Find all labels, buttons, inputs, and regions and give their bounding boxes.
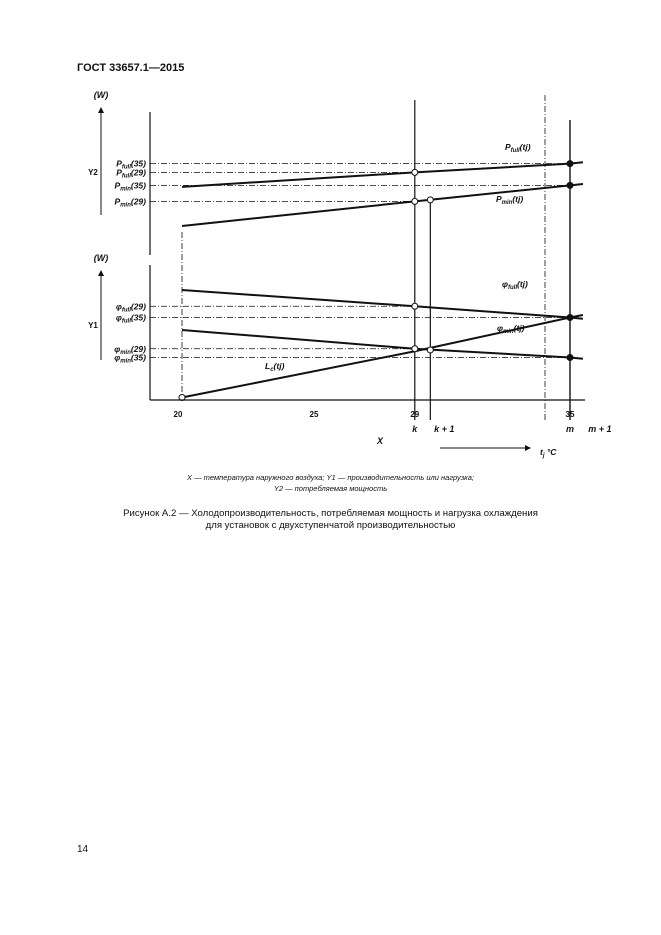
lower-series-0 — [182, 290, 583, 319]
upper-y-label: Y2 — [88, 168, 98, 177]
lower-series-label-1: $\varphi_{min}(tj)$ — [497, 323, 525, 335]
lower-y-label: Y1 — [88, 321, 98, 330]
lower-ylabel-phifull35: $\varphi_{full}(35)$ — [115, 312, 146, 325]
lower-point-1 — [412, 303, 418, 309]
document-header: ГОСТ 33657.1—2015 — [77, 62, 185, 74]
upper-point-0 — [412, 169, 418, 175]
upper-point-3 — [427, 197, 433, 203]
x-tick-25: 25 — [309, 410, 319, 419]
figure-legend-line-1: X — температура наружного воздуха; Y1 — производительность или нагрузка; — [187, 473, 474, 482]
x-mark-0: k — [412, 424, 418, 434]
x-mark-3: m + 1 — [588, 424, 612, 434]
lower-series-label-2: $L_c(tj)$ — [265, 361, 285, 373]
lower-point-5 — [567, 355, 573, 361]
figure-caption-line-2: для установок с двухступенчатой производительностью — [205, 520, 456, 531]
upper-point-4 — [567, 182, 573, 188]
x-tick-20: 20 — [173, 410, 183, 419]
figure-legend — [0, 472, 661, 494]
lower-ylabel-phifull29: $\varphi_{full}(29)$ — [115, 301, 146, 314]
figure-caption-line-1: Рисунок А.2 — Холодопроизводительность, потребляемая мощность и нагрузка охлаждения — [123, 508, 538, 519]
lower-y-unit: (W) — [93, 253, 109, 263]
lower-point-2 — [412, 346, 418, 352]
upper-point-2 — [412, 198, 418, 204]
x-unit: $t_j$ °C — [540, 447, 557, 459]
lower-point-3 — [427, 347, 433, 353]
lower-series-1 — [182, 330, 583, 359]
x-mark-2: m — [565, 424, 575, 434]
upper-ylabel-Pfull29: $P_{full}(29)$ — [116, 167, 146, 180]
lower-ylabel-phimin29: $\varphi_{min}(29)$ — [114, 343, 146, 356]
upper-series-label-0: $P_{full}(tj)$ — [505, 142, 531, 154]
upper-ylabel-Pmin35: $P_{min}(35)$ — [114, 180, 146, 193]
upper-series-label-1: $P_{min}(tj)$ — [496, 194, 524, 206]
upper-series-0 — [182, 162, 583, 187]
figure-legend-line-2: Y2 — потребляемая мощность — [273, 484, 388, 493]
lower-point-4 — [567, 315, 573, 321]
lower-ylabel-phimin35: $\varphi_{min}(35)$ — [114, 352, 146, 365]
page-number: 14 — [77, 844, 89, 855]
figure-caption — [0, 508, 661, 532]
upper-ylabel-Pmin29: $P_{min}(29)$ — [114, 196, 146, 209]
upper-ylabel-Pfull35: $P_{full}(35)$ — [116, 158, 146, 171]
lower-series-label-0: $\varphi_{full}(tj)$ — [502, 279, 528, 291]
x-tick-29: 29 — [410, 410, 420, 419]
upper-series-1 — [182, 184, 583, 226]
x-tick-35: 35 — [565, 410, 575, 419]
upper-y-unit: (W) — [93, 90, 109, 100]
x-label: X — [376, 436, 384, 446]
upper-point-1 — [567, 161, 573, 167]
x-mark-1: k + 1 — [434, 424, 455, 434]
